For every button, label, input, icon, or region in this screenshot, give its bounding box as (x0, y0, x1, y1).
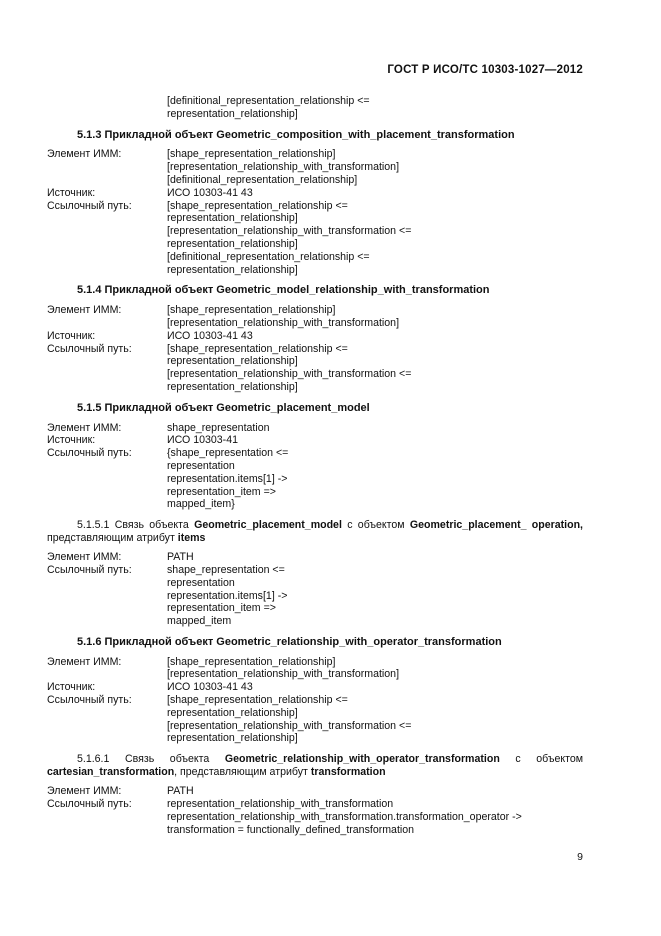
field-row (47, 656, 583, 682)
section-heading: 5.1.6 Прикладной объект Geometric_relationship_with_operator_transformation (77, 635, 502, 648)
para-entity: cartesian_transformation (47, 766, 175, 779)
text-line: [representation_relationship_with_transformation] (167, 668, 400, 681)
text-line: [representation_relationship_with_transformation <= (167, 368, 412, 381)
para-text: с объектом (499, 753, 584, 766)
field-value (167, 343, 583, 394)
field-label: Ссылочный путь: (47, 447, 132, 460)
text-line: [shape_representation_relationship] (167, 148, 336, 161)
text-line: mapped_item (167, 615, 232, 628)
text-line: [shape_representation_relationship] (167, 655, 336, 668)
subsection-paragraph (47, 753, 583, 779)
text-line: shape_representation <= (167, 563, 285, 576)
text-line: representation_relationship] (167, 355, 298, 368)
para-entity: items (177, 532, 206, 545)
text-line: representation_relationship] (167, 107, 298, 120)
para-text: с объектом (341, 519, 410, 532)
text-line: shape_representation (167, 421, 270, 434)
text-line: representation_relationship_with_transformation.transformation_operator -> (167, 810, 522, 823)
text-line: [representation_relationship_with_transformation] (167, 316, 400, 329)
section-heading: 5.1.4 Прикладной объект Geometric_model_relationship_with_transformation (77, 284, 490, 297)
intro-continuation (47, 95, 583, 121)
field-label: Ссылочный путь: (47, 694, 132, 707)
field-row (47, 148, 583, 186)
text-line: representation_item => (167, 485, 276, 498)
field-label: Элемент ИММ: (47, 148, 122, 161)
field-value: ИСО 10303-41 43 (167, 186, 253, 199)
field-row (47, 304, 583, 330)
text-line: [shape_representation_relationship] (167, 304, 336, 317)
field-value: ИСО 10303-41 (167, 434, 238, 447)
section-heading: 5.1.5 Прикладной объект Geometric_placement_model (77, 401, 370, 414)
para-entity: Geometric_placement_ operation, (409, 519, 584, 532)
field-value (167, 304, 583, 330)
field-row (47, 422, 583, 435)
text-line: representation_relationship] (167, 380, 298, 393)
field-label: Ссылочный путь: (47, 798, 132, 811)
text-line: [shape_representation_relationship <= (167, 342, 348, 355)
field-row (47, 434, 583, 447)
text-line: {shape_representation <= (167, 447, 289, 460)
text-line: representation.items[1] -> (167, 472, 288, 485)
text-line: representation_relationship] (167, 732, 298, 745)
para-entity: Geometric_relationship_with_operator_transformation (224, 753, 500, 766)
field-value (167, 148, 583, 186)
field-value (167, 447, 583, 511)
field-label: Элемент ИММ: (47, 655, 122, 668)
field-value (167, 422, 583, 435)
field-label: Элемент ИММ: (47, 785, 122, 798)
text-line: representation_relationship] (167, 263, 298, 276)
field-value (167, 200, 583, 277)
field-label: Элемент ИММ: (47, 421, 122, 434)
text-line: transformation = functionally_defined_transformation (167, 823, 415, 836)
field-value (167, 551, 583, 564)
para-text: представляющим атрибут (47, 532, 178, 545)
field-row (47, 343, 583, 394)
field-label: Ссылочный путь: (47, 199, 132, 212)
field-row (47, 785, 583, 798)
text-line: [representation_relationship_with_transformation] (167, 161, 400, 174)
field-label: Ссылочный путь: (47, 563, 132, 576)
field-row (47, 200, 583, 277)
page-number: 9 (577, 851, 583, 863)
field-value: ИСО 10303-41 43 (167, 681, 253, 694)
text-line: [shape_representation_relationship <= (167, 199, 348, 212)
text-line: representation_relationship] (167, 237, 298, 250)
text-line: [definitional_representation_relationship] (167, 173, 358, 186)
field-label: Элемент ИММ: (47, 304, 122, 317)
para-text: , представляющим атрибут (174, 766, 311, 779)
text-line: representation.items[1] -> (167, 589, 288, 602)
para-entity: Geometric_placement_model (194, 519, 342, 532)
field-label: Ссылочный путь: (47, 342, 132, 355)
text-line: representation_relationship] (167, 212, 298, 225)
field-row (47, 187, 583, 200)
para-entity: transformation (310, 766, 386, 779)
text-line: [representation_relationship_with_transformation <= (167, 225, 412, 238)
field-value (167, 798, 583, 836)
field-value (167, 656, 583, 682)
document-body (47, 95, 583, 836)
field-row (47, 330, 583, 343)
text-line: representation_item => (167, 602, 276, 615)
field-row (47, 551, 583, 564)
field-value (167, 564, 583, 628)
text-line: [representation_relationship_with_transformation <= (167, 719, 412, 732)
field-label: Источник: (47, 434, 96, 447)
para-text: 5.1.5.1 Связь объекта (77, 519, 195, 532)
field-row (47, 681, 583, 694)
text-line: representation (167, 459, 235, 472)
field-value (167, 694, 583, 745)
field-value: ИСО 10303-41 43 (167, 329, 253, 342)
text-line: representation (167, 576, 235, 589)
subsection-paragraph (47, 519, 583, 545)
text-line: mapped_item} (167, 498, 235, 511)
field-row (47, 447, 583, 511)
text-line: [definitional_representation_relationship <= (167, 95, 370, 107)
text-line: PATH (167, 785, 194, 798)
field-label: Источник: (47, 681, 96, 694)
text-line: representation_relationship] (167, 706, 298, 719)
field-value (167, 785, 583, 798)
field-label: Элемент ИММ: (47, 551, 122, 564)
document-header: ГОСТ Р ИСО/ТС 10303-1027—2012 (387, 64, 583, 76)
text-line: [shape_representation_relationship <= (167, 694, 348, 707)
section-heading: 5.1.3 Прикладной объект Geometric_composition_with_placement_transformation (77, 128, 515, 141)
text-line: representation_relationship_with_transformation (167, 798, 394, 811)
text-line: [definitional_representation_relationship <= (167, 250, 370, 263)
text-line: PATH (167, 551, 194, 564)
field-row (47, 564, 583, 628)
field-label: Источник: (47, 186, 96, 199)
field-label: Источник: (47, 329, 96, 342)
para-text: 5.1.6.1 Связь объекта (77, 753, 225, 766)
field-row (47, 694, 583, 745)
field-row (47, 798, 583, 836)
